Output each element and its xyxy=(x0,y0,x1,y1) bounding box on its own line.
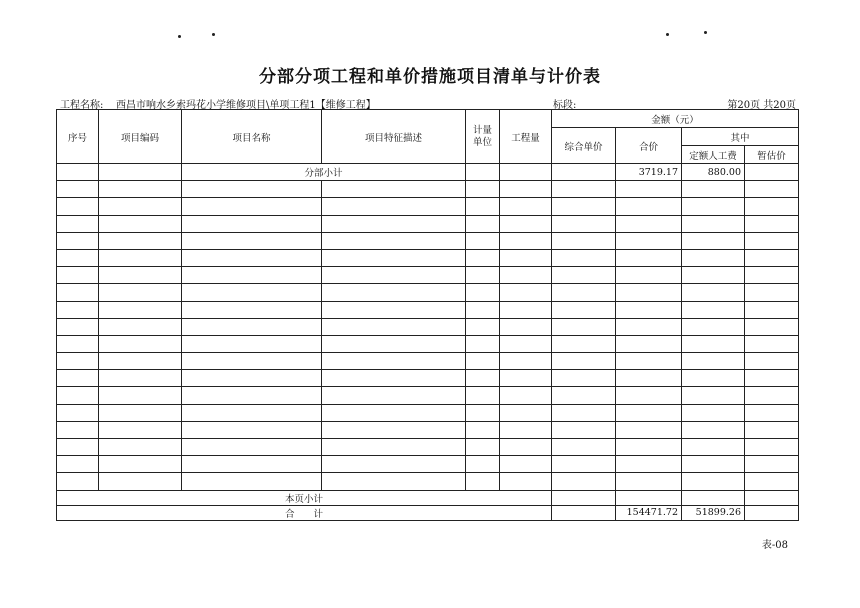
scan-dot xyxy=(666,33,669,36)
table-row xyxy=(57,284,799,301)
bill-table xyxy=(56,109,799,521)
form-code: 表-08 xyxy=(761,540,788,551)
table-row xyxy=(57,301,799,318)
table-row xyxy=(57,404,799,421)
header-code: 项目编码 xyxy=(99,110,182,164)
header-total: 合价 xyxy=(616,128,682,164)
grand-total-value: 154471.72 xyxy=(616,505,682,520)
page-subtotal-label: 本页小计 xyxy=(57,490,552,505)
header-unit: 计量单位 xyxy=(466,110,500,164)
project-label: 工程名称: xyxy=(60,100,104,111)
section-label: 标段: xyxy=(553,100,577,111)
table-row xyxy=(57,387,799,404)
header-desc: 项目特征描述 xyxy=(322,110,466,164)
table-row xyxy=(57,267,799,284)
project-name: 西昌市响水乡索玛花小学维修项目\单项工程1【维修工程】 xyxy=(116,100,376,111)
table-row xyxy=(57,473,799,490)
scan-dot xyxy=(178,35,181,38)
table-row xyxy=(57,249,799,266)
table-row xyxy=(57,215,799,232)
table-row xyxy=(57,335,799,352)
table-row xyxy=(57,318,799,335)
header-labor: 定额人工费 xyxy=(682,146,745,164)
subtotal-label: 分部小计 xyxy=(182,164,466,181)
table-row xyxy=(57,421,799,438)
header-unit-price: 综合单价 xyxy=(552,128,616,164)
table-row xyxy=(57,370,799,387)
table-row xyxy=(57,353,799,370)
grand-total-labor: 51899.26 xyxy=(682,505,745,520)
header-row xyxy=(57,110,799,128)
header-of-which: 其中 xyxy=(682,128,799,146)
page-info: 第20页 共20页 xyxy=(727,100,796,111)
header-provisional: 暂估价 xyxy=(745,146,799,164)
subtotal-labor: 880.00 xyxy=(682,164,745,181)
header-qty: 工程量 xyxy=(500,110,552,164)
page-subtotal-row xyxy=(57,490,799,505)
table-row xyxy=(57,181,799,198)
grand-total-label: 合 计 xyxy=(57,505,552,520)
table-row xyxy=(57,456,799,473)
table-row xyxy=(57,198,799,215)
scan-dot xyxy=(704,31,707,34)
grand-total-row xyxy=(57,505,799,520)
table-row xyxy=(57,232,799,249)
table-row xyxy=(57,439,799,456)
header-amount: 金额（元） xyxy=(552,110,799,128)
scan-dot xyxy=(212,33,215,36)
subtotal-total: 3719.17 xyxy=(616,164,682,181)
subtotal-row xyxy=(57,164,799,181)
header-name: 项目名称 xyxy=(182,110,322,164)
header-seq: 序号 xyxy=(57,110,99,164)
page-title: 分部分项工程和单价措施项目清单与计价表 xyxy=(259,67,601,87)
